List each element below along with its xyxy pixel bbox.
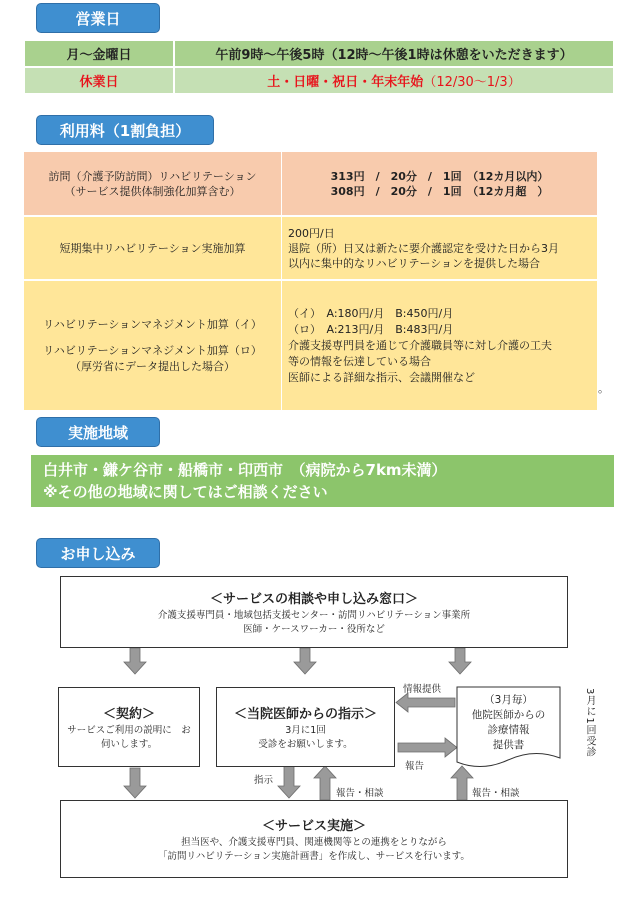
fee-value-line: 313円 / 20分 / 1回 （12カ月以内） <box>330 169 549 183</box>
fee-row-visit-value <box>282 152 597 215</box>
consult-box <box>60 576 568 648</box>
fee-label-line: リハビリテーションマネジメント加算（ロ） <box>43 343 262 357</box>
instruction-line-2: 受診をお願いします。 <box>258 738 353 750</box>
implementation-line-1: 担当医や、介護支援専門員、関連機関等との連携をとりながら <box>181 836 447 848</box>
apply-heading <box>36 538 160 568</box>
arrow-contract-to-impl <box>124 768 146 798</box>
instruction-box <box>216 687 395 767</box>
other-doctor-line-2: 他院医師からの <box>471 709 546 721</box>
fee-value-line: 200円/日 <box>288 226 335 240</box>
business-days-heading <box>36 3 160 33</box>
fee-row-short-term <box>24 217 597 279</box>
fee-value-line: 308円 / 20分 / 1回 （12カ月超 ） <box>330 184 549 198</box>
holiday-row <box>24 67 614 94</box>
fee-row-management <box>24 281 597 410</box>
fee-value-line: 医師による詳細な指示、会議開催など <box>288 370 475 384</box>
arrow-instruction-to-impl <box>278 766 300 798</box>
fee-row-short-term-label <box>24 217 282 279</box>
fee-row-visit-label <box>24 152 282 215</box>
weekday-hours-text: 午前9時～午後5時（12時～午後1時は休憩をいただきます） <box>215 48 573 63</box>
arrow-consult-to-contract <box>124 648 146 674</box>
report-label: 報告 <box>405 761 425 772</box>
info-provide-label: 情報提供 <box>403 684 442 695</box>
fee-row-short-term-value <box>282 217 597 279</box>
weekday-hours <box>174 40 614 67</box>
consult-line-2: 医師・ケースワーカー・役所など <box>243 623 385 635</box>
weekday-label-text: 月～金曜日 <box>66 48 132 63</box>
holiday-days-text: 土・日曜・祝日・年末年始 <box>267 75 424 90</box>
contract-title: ＜契約＞ <box>102 706 155 722</box>
fee-row-visit <box>24 152 597 215</box>
fee-row-management-label <box>24 281 282 410</box>
fee-value-line: 退院（所）日又は新たに要介護認定を受けた日から3月 <box>288 241 559 255</box>
arrow-info-provide <box>396 693 455 712</box>
other-doctor-line-1: （3月毎） <box>484 694 533 706</box>
fee-value-line: 介護支援専門員を通じて介護職員等に対し介護の工夫 <box>288 338 552 352</box>
implementation-box <box>60 800 568 878</box>
implementation-title: ＜サービス実施＞ <box>261 818 366 834</box>
area-line-1: 白井市・鎌ケ谷市・船橋市・印西市 （病院から7km未満） <box>43 461 447 479</box>
holiday-days <box>174 67 614 94</box>
instruct-label: 指示 <box>254 775 274 786</box>
arrow-report <box>398 738 457 757</box>
contract-line-2: 伺いします。 <box>100 738 158 750</box>
fee-row-management-value <box>282 281 597 410</box>
fee-label-line: 訪問（介護予防訪問）リハビリテーション <box>48 169 257 183</box>
fee-label-line: （サービス提供体制強化加算含む） <box>64 184 241 198</box>
fee-label-line: （厚労省にデータ提出した場合） <box>70 359 235 373</box>
fee-value-line: （ロ） A:213円/月 B:483円/月 <box>288 322 454 336</box>
business-days-heading-text: 営業日 <box>75 9 121 28</box>
trailing-mark: 。 <box>598 382 609 395</box>
holiday-period-text: （12/30～1/3） <box>423 75 521 90</box>
holiday-label <box>24 67 174 94</box>
consult-line-1: 介護支援専門員・地域包括支援センター・訪問リハビリテーション事業所 <box>157 609 471 621</box>
area-line-2: ※その他の地域に関してはご相談ください <box>43 483 328 501</box>
other-doctor-line-4: 提供書 <box>492 739 525 751</box>
arrow-impl-to-instruction <box>314 766 336 800</box>
consult-title: ＜サービスの相談や申し込み窓口＞ <box>209 591 418 607</box>
arrow-impl-to-other <box>451 766 473 800</box>
implementation-line-2: 「訪問リハビリテーション実施計画書」を作成し、サービスを行います。 <box>158 850 470 862</box>
other-doctor-box <box>458 688 559 758</box>
contract-line-1: サービスご利用の説明に お <box>67 724 191 736</box>
area-heading-text: 実施地域 <box>67 423 128 442</box>
side-note: 3月に1回受診 <box>584 688 595 758</box>
weekday-row <box>24 40 614 67</box>
fee-value-line: （イ） A:180円/月 B:450円/月 <box>288 306 454 320</box>
arrow-consult-to-other <box>449 648 471 674</box>
arrow-consult-to-instruction <box>294 648 316 674</box>
fees-heading <box>36 115 214 145</box>
instruction-title: ＜当院医師からの指示＞ <box>233 706 377 722</box>
contract-box <box>58 687 200 767</box>
fees-heading-text: 利用料（1割負担） <box>59 121 191 140</box>
report-consult-label-1: 報告・相談 <box>336 788 384 799</box>
fee-label-line: リハビリテーションマネジメント加算（イ） <box>43 317 262 331</box>
instruction-line-1: 3月に1回 <box>285 724 326 736</box>
other-doctor-line-3: 診療情報 <box>487 724 530 736</box>
fee-label-line: 短期集中リハビリテーション実施加算 <box>59 241 246 255</box>
area-heading <box>36 417 160 447</box>
fee-value-line: 等の情報を伝達している場合 <box>288 354 431 368</box>
apply-heading-text: お申し込み <box>60 544 136 563</box>
weekday-label <box>24 40 174 67</box>
report-consult-label-2: 報告・相談 <box>472 788 520 799</box>
holiday-label-text: 休業日 <box>79 75 119 90</box>
area-box <box>31 455 614 507</box>
fee-value-line: 以内に集中的なリハビリテーションを提供した場合 <box>288 256 541 270</box>
